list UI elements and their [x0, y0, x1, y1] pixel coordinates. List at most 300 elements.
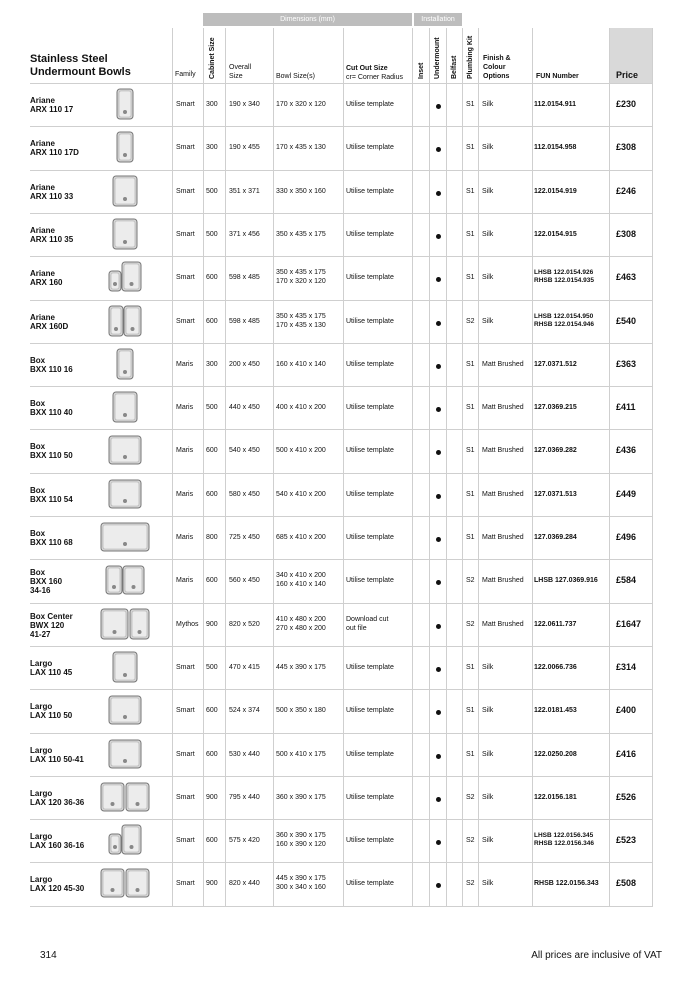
title-line-2: Undermount Bowls [30, 66, 131, 78]
plumbing-kit-cell: S2 [466, 621, 475, 628]
overall-size-cell: 725 x 450 [229, 534, 260, 541]
bowl-size-cell: 330 x 350 x 160 [276, 188, 326, 195]
price-cell: £540 [616, 316, 637, 326]
cabinet-size-cell: 600 [206, 707, 218, 714]
finish-cell: Silk [482, 188, 494, 195]
table-row [0, 689, 700, 732]
price-cell: £400 [616, 705, 637, 715]
overall-size-cell: 820 x 440 [229, 880, 260, 887]
product-model: LAX 110 50 [30, 711, 73, 720]
product-name [30, 659, 72, 677]
product-range: Box Center [30, 612, 73, 621]
table-row [0, 343, 700, 386]
undermount-indicator [436, 277, 441, 282]
product-model: ARX 160D [30, 322, 69, 331]
undermount-indicator [436, 624, 441, 629]
overall-size-cell: 575 x 420 [229, 837, 260, 844]
grid-hline [30, 906, 652, 907]
finish-line-1: Finish & [483, 55, 511, 62]
overall-size-cell: 580 x 450 [229, 491, 260, 498]
fun-number-cell: 127.0371.512 [534, 361, 577, 368]
cabinet-size-cell: 600 [206, 491, 218, 498]
product-model: BXX 110 16 [30, 365, 73, 374]
family-cell: Smart [176, 707, 195, 714]
vat-note: All prices are inclusive of VAT [531, 950, 662, 961]
bowl-size-cell: 500 x 410 x 200 [276, 447, 326, 454]
finish-cell: Matt Brushed [482, 404, 524, 411]
sink-thumbnail-image [108, 305, 142, 337]
cabinet-size-cell: 600 [206, 577, 218, 584]
undermount-indicator [436, 754, 441, 759]
fun-number-1: LHSB 122.0154.950 [534, 313, 594, 320]
family-cell: Maris [176, 361, 194, 368]
product-model: ARX 160 [30, 278, 63, 287]
finish-cell: Matt Brushed [482, 534, 524, 541]
finish-cell: Matt Brushed [482, 577, 524, 584]
price-cell: £363 [616, 359, 637, 369]
finish-options-header [483, 54, 511, 81]
overall-size-cell: 440 x 450 [229, 404, 260, 411]
product-name [30, 139, 79, 157]
price-cell: £1647 [616, 619, 642, 629]
fun-number-1: LHSB 122.0156.345 [534, 832, 594, 839]
fun-number-1: LHSB 122.0154.926 [534, 269, 594, 276]
sink-thumbnail-image [112, 175, 138, 207]
sink-thumbnail-image [108, 694, 142, 726]
table-row [0, 126, 700, 169]
price-cell: £314 [616, 662, 637, 672]
sink-thumbnail-image [100, 521, 150, 553]
product-model: ARX 110 33 [30, 192, 74, 201]
sink-thumbnail-image [100, 867, 150, 899]
finish-cell: Silk [482, 144, 494, 151]
sink-thumbnail-image [105, 564, 145, 596]
table-row [0, 429, 700, 472]
cabinet-size-cell: 500 [206, 188, 218, 195]
bowl-size-cell: 500 x 410 x 175 [276, 751, 326, 758]
cabinet-size-cell: 900 [206, 621, 218, 628]
product-model: BXX 110 40 [30, 408, 73, 417]
product-range: Ariane [30, 313, 55, 322]
plumbing-kit-cell: S1 [466, 751, 475, 758]
table-row [0, 83, 700, 126]
cabinet-size-cell: 300 [206, 101, 218, 108]
family-cell: Smart [176, 751, 195, 758]
sink-thumbnail-image [108, 824, 142, 856]
fun-number-cell: 127.0371.513 [534, 491, 577, 498]
bowl-size-cell: 170 x 320 x 120 [276, 101, 326, 108]
table-row [0, 733, 700, 776]
price-cell: £463 [616, 272, 637, 282]
cabinet-size-cell: 300 [206, 144, 218, 151]
bowl-size-cell: 350 x 435 x 175 [276, 231, 326, 238]
product-name [30, 875, 84, 893]
bowl-size-cell: 540 x 410 x 200 [276, 491, 326, 498]
table-row [0, 862, 700, 905]
family-cell: Maris [176, 491, 194, 498]
bowl-size-1: 350 x 435 x 175 [276, 313, 326, 320]
family-cell: Maris [176, 404, 194, 411]
cut-out-cell: Utilise template [346, 664, 394, 671]
product-range: Ariane [30, 226, 55, 235]
cabinet-size-cell: 500 [206, 404, 218, 411]
bowl-sizes-header: Bowl Size(s) [276, 73, 315, 80]
bowl-size-cell: 360 x 390 x 175 [276, 794, 326, 801]
page-number: 314 [40, 950, 57, 961]
plumbing-kit-cell: S1 [466, 274, 475, 281]
plumbing-kit-cell: S1 [466, 707, 475, 714]
sink-thumbnail-image [108, 738, 142, 770]
product-name [30, 612, 73, 639]
sink-thumbnail-image [116, 348, 134, 380]
overall-size-cell: 820 x 520 [229, 621, 260, 628]
overall-size-cell: 351 x 371 [229, 188, 260, 195]
plumbing-kit-cell: S2 [466, 318, 475, 325]
table-row [0, 473, 700, 516]
bowl-size-1: 340 x 410 x 200 [276, 572, 326, 579]
product-name [30, 356, 73, 374]
cut-out-cell [346, 615, 388, 633]
fun-number-2: RHSB 122.0154.935 [534, 277, 594, 284]
cabinet-size-header: Cabinet Size [209, 37, 216, 79]
product-model-suffix: 41-27 [30, 630, 51, 639]
finish-line-3: Options [483, 73, 510, 80]
product-name [30, 746, 84, 764]
fun-number-header: FUN Number [536, 73, 579, 80]
table-row [0, 776, 700, 819]
undermount-indicator [436, 104, 441, 109]
plumbing-kit-cell: S1 [466, 361, 475, 368]
plumbing-kit-cell: S1 [466, 447, 475, 454]
product-model-suffix: 34-16 [30, 586, 51, 595]
sink-thumbnail-image [116, 131, 134, 163]
overall-size-header [229, 63, 251, 81]
cut-out-cell: Utilise template [346, 447, 394, 454]
cut-out-cell: Utilise template [346, 144, 394, 151]
plumbing-kit-cell: S1 [466, 491, 475, 498]
product-name [30, 702, 72, 720]
product-name [30, 568, 62, 595]
family-cell: Smart [176, 794, 195, 801]
price-cell: £436 [616, 445, 637, 455]
product-range: Largo [30, 746, 53, 755]
table-row [0, 300, 700, 343]
table-row [0, 646, 700, 689]
family-cell: Mythos [176, 621, 199, 628]
plumbing-kit-cell: S1 [466, 188, 475, 195]
product-model: ARX 110 17 [30, 105, 74, 114]
undermount-indicator [436, 580, 441, 585]
overall-size-line-2: Size [229, 73, 243, 80]
cabinet-size-cell: 900 [206, 880, 218, 887]
finish-cell: Silk [482, 880, 494, 887]
fun-number-cell: 122.0250.208 [534, 751, 577, 758]
product-range: Largo [30, 875, 53, 884]
product-model: BXX 110 68 [30, 538, 73, 547]
bowl-size-2: 160 x 410 x 140 [276, 581, 326, 588]
price-cell: £496 [616, 532, 637, 542]
price-header: Price [616, 70, 639, 80]
finish-cell: Silk [482, 318, 494, 325]
bowl-size-1: 410 x 480 x 200 [276, 616, 326, 623]
cabinet-size-cell: 600 [206, 751, 218, 758]
price-cell: £584 [616, 575, 637, 585]
table-row [0, 559, 700, 602]
table-row [0, 256, 700, 299]
fun-number-cell: LHSB 127.0369.916 [534, 577, 598, 584]
undermount-indicator [436, 494, 441, 499]
sink-thumbnail-image [108, 478, 142, 510]
cut-out-size-header [346, 64, 403, 82]
price-cell: £230 [616, 99, 637, 109]
overall-size-cell: 598 x 485 [229, 318, 260, 325]
product-name [30, 226, 73, 244]
undermount-indicator [436, 667, 441, 672]
fun-number-2: RHSB 122.0154.946 [534, 321, 594, 328]
price-cell: £523 [616, 835, 637, 845]
undermount-indicator [436, 364, 441, 369]
product-model: LAX 120 36-36 [30, 798, 85, 807]
bowl-size-2: 300 x 340 x 160 [276, 884, 326, 891]
fun-number-cell: 122.0611.737 [534, 621, 577, 628]
overall-size-cell: 795 x 440 [229, 794, 260, 801]
bowl-size-cell: 170 x 435 x 130 [276, 144, 326, 151]
installation-group-header: Installation [414, 13, 462, 26]
cut-out-cell: Utilise template [346, 880, 394, 887]
bowl-size-cell: 400 x 410 x 200 [276, 404, 326, 411]
fun-number-cell: 122.0156.181 [534, 794, 577, 801]
bowl-size-cell [276, 874, 326, 892]
cabinet-size-cell: 500 [206, 664, 218, 671]
plumbing-kit-cell: S1 [466, 664, 475, 671]
fun-number-cell [534, 313, 594, 329]
fun-number-cell: 127.0369.215 [534, 404, 577, 411]
finish-cell: Silk [482, 837, 494, 844]
finish-cell: Silk [482, 794, 494, 801]
cut-out-cell: Utilise template [346, 404, 394, 411]
product-range: Largo [30, 659, 53, 668]
sink-thumbnail-image [108, 261, 142, 293]
product-model: BXX 160 [30, 577, 63, 586]
product-model: BXX 110 50 [30, 451, 73, 460]
table-row [0, 603, 700, 646]
fun-number-cell [534, 832, 594, 848]
undermount-header: Undermount [434, 37, 441, 79]
plumbing-kit-header: Plumbing Kit [467, 35, 474, 79]
product-model: BWX 120 [30, 621, 65, 630]
cut-out-cell: Utilise template [346, 188, 394, 195]
cabinet-size-cell: 600 [206, 447, 218, 454]
cut-out-cell: Utilise template [346, 751, 394, 758]
overall-size-line-1: Overall [229, 64, 252, 71]
finish-cell: Silk [482, 231, 494, 238]
overall-size-cell: 560 x 450 [229, 577, 260, 584]
price-cell: £449 [616, 489, 637, 499]
cabinet-size-cell: 800 [206, 534, 218, 541]
cabinet-size-cell: 600 [206, 274, 218, 281]
sink-thumbnail-image [112, 651, 138, 683]
product-name [30, 313, 68, 331]
fun-number-cell [534, 269, 594, 285]
product-model: LAX 120 45-30 [30, 884, 85, 893]
product-range: Box [30, 356, 46, 365]
product-name [30, 399, 73, 417]
price-cell: £508 [616, 878, 637, 888]
fun-number-cell: RHSB 122.0156.343 [534, 880, 599, 887]
cut-out-cell: Utilise template [346, 318, 394, 325]
overall-size-cell: 190 x 455 [229, 144, 260, 151]
product-range: Ariane [30, 269, 55, 278]
sink-thumbnail-image [108, 434, 142, 466]
cabinet-size-cell: 500 [206, 231, 218, 238]
undermount-indicator [436, 147, 441, 152]
undermount-indicator [436, 710, 441, 715]
bowl-size-cell: 685 x 410 x 200 [276, 534, 326, 541]
table-title [30, 53, 131, 79]
product-name [30, 529, 73, 547]
table-row [0, 819, 700, 862]
price-cell: £308 [616, 229, 637, 239]
overall-size-cell: 540 x 450 [229, 447, 260, 454]
fun-number-2: RHSB 122.0156.346 [534, 840, 594, 847]
cut-out-cell: Utilise template [346, 231, 394, 238]
undermount-indicator [436, 883, 441, 888]
table-row [0, 386, 700, 429]
plumbing-kit-cell: S1 [466, 534, 475, 541]
product-model: ARX 110 17D [30, 148, 79, 157]
product-range: Box [30, 529, 46, 538]
family-cell: Maris [176, 534, 194, 541]
belfast-header: Belfast [451, 55, 458, 79]
cabinet-size-cell: 600 [206, 318, 218, 325]
undermount-indicator [436, 407, 441, 412]
table-row [0, 213, 700, 256]
family-cell: Maris [176, 447, 194, 454]
fun-number-cell: 112.0154.911 [534, 101, 577, 108]
overall-size-cell: 371 x 456 [229, 231, 260, 238]
undermount-indicator [436, 840, 441, 845]
price-cell: £411 [616, 402, 636, 412]
product-name [30, 832, 84, 850]
sink-thumbnail-image [100, 781, 150, 813]
table-row [0, 516, 700, 559]
bowl-size-cell [276, 571, 326, 589]
product-range: Box [30, 568, 46, 577]
finish-cell: Silk [482, 707, 494, 714]
fun-number-cell: 122.0181.453 [534, 707, 577, 714]
sink-thumbnail-image [112, 218, 138, 250]
title-line-1: Stainless Steel [30, 53, 108, 65]
family-cell: Smart [176, 880, 195, 887]
product-range: Box [30, 486, 46, 495]
plumbing-kit-cell: S1 [466, 101, 475, 108]
sink-thumbnail-image [112, 391, 138, 423]
family-cell: Smart [176, 144, 195, 151]
family-cell: Maris [176, 577, 194, 584]
product-range: Box [30, 442, 46, 451]
bowl-size-cell: 445 x 390 x 175 [276, 664, 326, 671]
finish-cell: Matt Brushed [482, 361, 524, 368]
cabinet-size-cell: 600 [206, 837, 218, 844]
plumbing-kit-cell: S2 [466, 577, 475, 584]
family-cell: Smart [176, 274, 195, 281]
finish-cell: Silk [482, 664, 494, 671]
finish-line-2: Colour [483, 64, 506, 71]
overall-size-cell: 470 x 415 [229, 664, 260, 671]
product-name [30, 789, 84, 807]
fun-number-cell: 122.0154.919 [534, 188, 577, 195]
cut-out-line-2: out file [346, 625, 367, 632]
overall-size-cell: 598 x 485 [229, 274, 260, 281]
cut-out-cell: Utilise template [346, 361, 394, 368]
overall-size-cell: 190 x 340 [229, 101, 260, 108]
fun-number-cell: 127.0369.282 [534, 447, 577, 454]
undermount-indicator [436, 191, 441, 196]
family-cell: Smart [176, 101, 195, 108]
finish-cell: Matt Brushed [482, 491, 524, 498]
family-header: Family [175, 71, 196, 78]
bowl-size-2: 160 x 390 x 120 [276, 841, 326, 848]
bowl-size-2: 170 x 320 x 120 [276, 278, 326, 285]
finish-cell: Matt Brushed [482, 621, 524, 628]
table-row [0, 170, 700, 213]
family-cell: Smart [176, 664, 195, 671]
undermount-indicator [436, 537, 441, 542]
product-range: Box [30, 399, 46, 408]
cut-out-cell: Utilise template [346, 577, 394, 584]
product-range: Largo [30, 702, 53, 711]
undermount-indicator [436, 321, 441, 326]
bowl-size-1: 360 x 390 x 175 [276, 832, 326, 839]
product-model: BXX 110 54 [30, 495, 73, 504]
finish-cell: Silk [482, 751, 494, 758]
product-range: Largo [30, 832, 53, 841]
plumbing-kit-cell: S2 [466, 880, 475, 887]
overall-size-cell: 524 x 374 [229, 707, 260, 714]
product-model: ARX 110 35 [30, 235, 74, 244]
product-range: Ariane [30, 96, 55, 105]
fun-number-cell: 122.0066.736 [534, 664, 577, 671]
price-cell: £246 [616, 186, 637, 196]
finish-cell: Silk [482, 101, 494, 108]
product-model: LAX 110 45 [30, 668, 73, 677]
plumbing-kit-cell: S1 [466, 144, 475, 151]
bowl-size-cell: 160 x 410 x 140 [276, 361, 326, 368]
cut-out-cell: Utilise template [346, 794, 394, 801]
bowl-size-1: 445 x 390 x 175 [276, 875, 326, 882]
cut-out-cell: Utilise template [346, 837, 394, 844]
product-model: LAX 160 36-16 [30, 841, 85, 850]
fun-number-cell: 127.0369.284 [534, 534, 577, 541]
inset-header: Inset [418, 62, 425, 79]
family-cell: Smart [176, 231, 195, 238]
dimensions-group-header: Dimensions (mm) [203, 13, 412, 26]
plumbing-kit-cell: S2 [466, 837, 475, 844]
fun-number-cell: 122.0154.915 [534, 231, 577, 238]
bowl-size-cell [276, 268, 326, 286]
product-name [30, 269, 62, 287]
cabinet-size-cell: 900 [206, 794, 218, 801]
overall-size-cell: 530 x 440 [229, 751, 260, 758]
undermount-indicator [436, 234, 441, 239]
fun-number-cell: 112.0154.958 [534, 144, 577, 151]
price-cell: £416 [616, 749, 637, 759]
cut-out-line-1: Download cut [346, 616, 389, 623]
bowl-size-2: 170 x 435 x 130 [276, 322, 326, 329]
family-cell: Smart [176, 837, 195, 844]
undermount-indicator [436, 797, 441, 802]
product-range: Ariane [30, 139, 55, 148]
